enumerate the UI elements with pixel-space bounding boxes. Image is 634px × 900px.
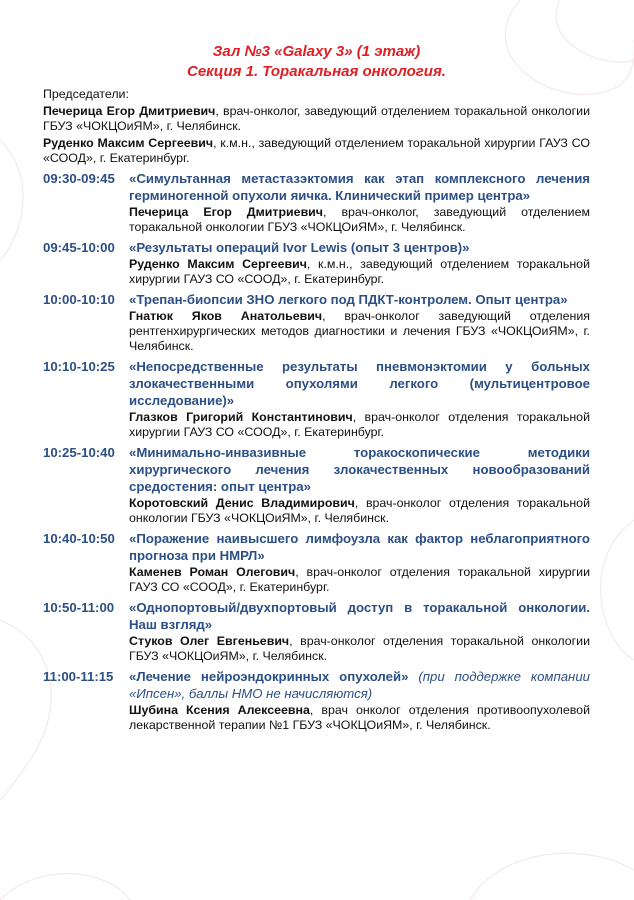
- talk-title-text: «Непосредственные результаты пневмонэктомии у больных злокачественными опухолями легкого (мультицентровое исследование)»: [129, 359, 590, 408]
- speaker-name: Каменев Роман Олегович: [129, 565, 296, 579]
- talk-time: 09:45-10:00: [43, 240, 115, 255]
- talk-speaker: [129, 309, 590, 354]
- talk-title: [129, 358, 590, 409]
- talk-item: [43, 444, 590, 526]
- section-title: Секция 1. Торакальная онкология.: [187, 63, 446, 80]
- speaker-name: Печерица Егор Дмитриевич: [129, 205, 323, 219]
- talk-item: [43, 239, 590, 287]
- speaker-desc: , врач-онколог отделения торакальной хирургии ГАУЗ СО «СООД», г. Екатеринбург.: [129, 565, 590, 594]
- talk-title-text: «Симультанная метастазэктомия как этап комплексного лечения герминогенной опухоли яичка. Клинический пример центра»: [129, 171, 590, 203]
- talk-time: 10:25-10:40: [43, 445, 115, 460]
- speaker-name: Шубина Ксения Алексеевна: [129, 703, 310, 717]
- talk-time: 10:50-11:00: [43, 600, 115, 615]
- talk-title: [129, 170, 590, 204]
- talk-speaker: [129, 205, 590, 235]
- program-page: [43, 42, 590, 733]
- talk-title: [129, 530, 590, 564]
- talk-title-text: «Лечение нейроэндокринных опухолей»: [129, 669, 409, 684]
- chairs-label: Председатели:: [43, 87, 129, 101]
- hall-title: Зал №3 «Galaxy 3» (1 этаж): [212, 43, 421, 60]
- talk-title-text: «Однопортовый/двухпортовый доступ в торакальной онкологии. Наш взгляд»: [129, 600, 590, 632]
- chair-desc: , врач-онколог, заведующий отделением торакальной онкологии ГБУЗ «ЧОКЦОиЯМ», г. Челябинск.: [43, 104, 590, 133]
- speaker-name: Коротовский Денис Владимирович: [129, 496, 355, 510]
- talk-item: [43, 599, 590, 664]
- talk-title: [129, 291, 590, 308]
- speaker-desc: , врач-онколог заведующий отделения рентгенхирургических методов диагностики и лечения ГБУЗ «ЧОКЦОиЯМ», г. Челябинск.: [129, 309, 590, 353]
- chair-entry: [43, 104, 590, 134]
- talk-speaker: [129, 410, 590, 440]
- speaker-name: Глазков Григорий Константинович: [129, 410, 353, 424]
- talk-title: [129, 599, 590, 633]
- speaker-desc: , врач-онколог, заведующий отделением торакальной онкологии ГБУЗ «ЧОКЦОиЯМ», г. Челябинск.: [129, 205, 590, 234]
- talk-speaker: [129, 257, 590, 287]
- talk-item: [43, 668, 590, 733]
- talk-title: [129, 239, 590, 256]
- talk-title-text: «Трепан-биопсии ЗНО легкого под ПДКТ-контролем. Опыт центра»: [129, 292, 568, 307]
- talk-title-text: «Минимально-инвазивные торакоскопические методики хирургического лечения злокачественных новообразований средостения: опыт центра»: [129, 445, 590, 494]
- talk-title: [129, 668, 590, 702]
- talk-body: [129, 291, 590, 354]
- talk-body: [129, 444, 590, 526]
- talk-body: [129, 530, 590, 595]
- talk-item: [43, 170, 590, 235]
- talk-speaker: [129, 565, 590, 595]
- talk-title: [129, 444, 590, 495]
- talk-time: 10:00-10:10: [43, 292, 115, 307]
- talk-time: 10:10-10:25: [43, 359, 115, 374]
- speaker-desc: , врач онколог отделения противоопухолевой лекарственной терапии №1 ГБУЗ «ЧОКЦОиЯМ», г. Челябинск.: [129, 703, 590, 732]
- chair-name: Руденко Максим Сергеевич: [43, 136, 214, 150]
- chair-entry: [43, 136, 590, 166]
- chair-desc: , к.м.н., заведующий отделением торакальной хирургии ГАУЗ СО «СООД», г. Екатеринбург.: [43, 136, 590, 165]
- speaker-desc: , врач-онколог отделения торакальной онкологии ГБУЗ «ЧОКЦОиЯМ», г. Челябинск.: [129, 496, 590, 525]
- talk-speaker: [129, 634, 590, 664]
- talk-title-text: «Результаты операций Ivor Lewis (опыт 3 центров)»: [129, 240, 470, 255]
- talk-time: 10:40-10:50: [43, 531, 115, 546]
- talk-body: [129, 170, 590, 235]
- talk-item: [43, 358, 590, 440]
- talk-speaker: [129, 703, 590, 733]
- speaker-desc: , врач-онколог отделения торакальной хирургии ГАУЗ СО «СООД», г. Екатеринбург.: [129, 410, 590, 439]
- talk-body: [129, 668, 590, 733]
- talk-title-text: «Поражение наивысшего лимфоузла как фактор неблагоприятного прогноза при НМРЛ»: [129, 531, 590, 563]
- talk-body: [129, 599, 590, 664]
- talk-note: (при поддержке компании «Ипсен», баллы НМО не начисляются): [129, 669, 590, 701]
- speaker-desc: , врач-онколог отделения торакальной онкологии ГБУЗ «ЧОКЦОиЯМ», г. Челябинск.: [129, 634, 591, 663]
- talk-body: [129, 239, 590, 287]
- speaker-name: Гнатюк Яков Анатольевич: [129, 309, 323, 323]
- talk-item: [43, 291, 590, 354]
- talk-speaker: [129, 496, 590, 526]
- talk-time: 11:00-11:15: [43, 669, 114, 684]
- talk-item: [43, 530, 590, 595]
- speaker-name: Руденко Максим Сергеевич: [129, 257, 307, 271]
- speaker-name: Стуков Олег Евгеньевич: [129, 634, 290, 648]
- talk-body: [129, 358, 590, 440]
- talk-time: 09:30-09:45: [43, 171, 115, 186]
- speaker-desc: , к.м.н., заведующий отделением торакальной хирургии ГАУЗ СО «СООД», г. Екатеринбург.: [129, 257, 590, 286]
- chair-name: Печерица Егор Дмитриевич: [43, 104, 216, 118]
